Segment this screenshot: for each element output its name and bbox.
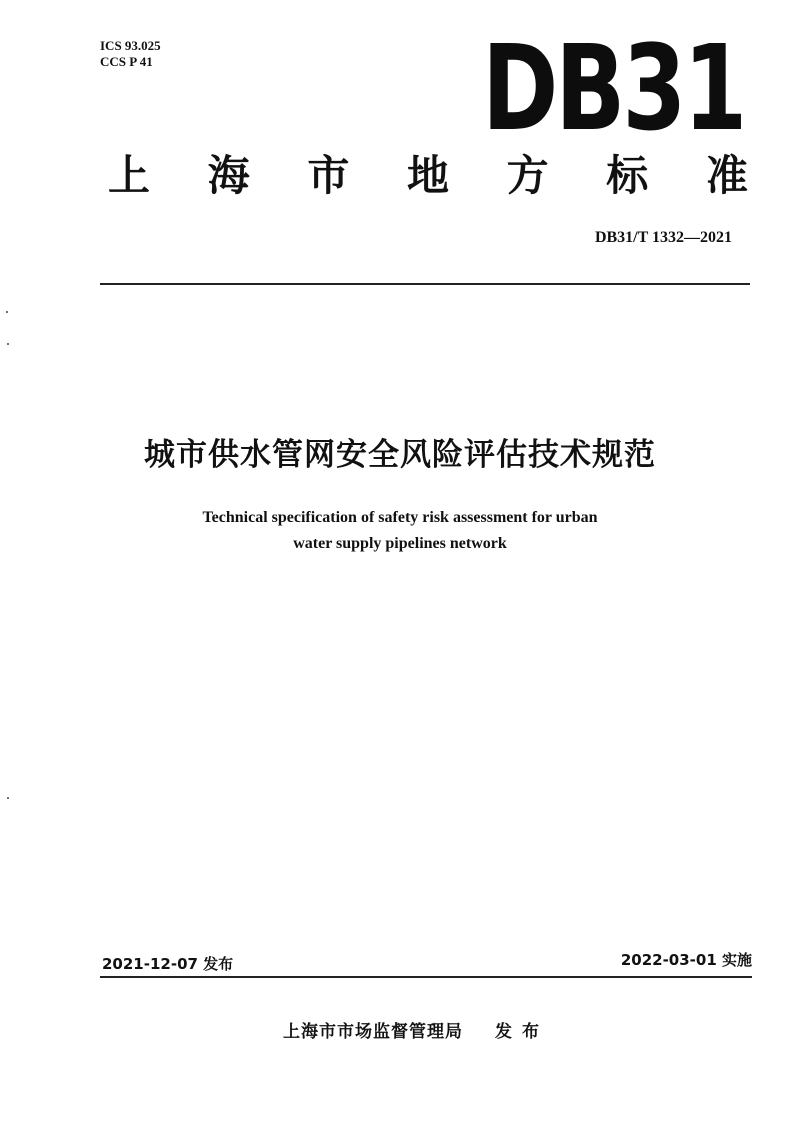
publisher-name: 上海市市场监督管理局 xyxy=(283,1022,463,1042)
category-char: 地 xyxy=(406,151,449,200)
standard-number: DB31/T 1332—2021 xyxy=(594,229,732,246)
standard-category xyxy=(108,150,748,202)
db31-logo: DB31 xyxy=(482,19,745,157)
bottom-divider xyxy=(100,976,752,978)
category-char: 标 xyxy=(606,151,649,200)
scan-speck xyxy=(6,311,8,313)
title-en-line: water supply pipelines network xyxy=(293,535,507,552)
ics-code: ICS 93.025 xyxy=(100,38,161,53)
issue-date: 2021-12-07 发布 xyxy=(102,955,234,973)
publisher-action: 发布 xyxy=(495,1022,549,1042)
classification-codes xyxy=(100,38,161,70)
category-char: 上 xyxy=(108,151,151,200)
title-en-line: Technical specification of safety risk assessment for urban xyxy=(202,509,598,526)
category-char: 准 xyxy=(705,151,748,200)
category-char: 方 xyxy=(506,151,549,200)
category-char: 海 xyxy=(207,151,250,200)
publisher-line xyxy=(283,1017,549,1042)
implementation-date: 2022-03-01 实施 xyxy=(620,951,752,969)
top-divider xyxy=(100,283,750,285)
document-title-cn: 城市供水管网安全风险评估技术规范 xyxy=(144,437,656,473)
category-char: 市 xyxy=(307,151,350,200)
scan-speck xyxy=(7,343,9,345)
document-title-en xyxy=(0,505,800,557)
scan-speck xyxy=(7,797,9,799)
ccs-code: CCS P 41 xyxy=(100,54,153,69)
